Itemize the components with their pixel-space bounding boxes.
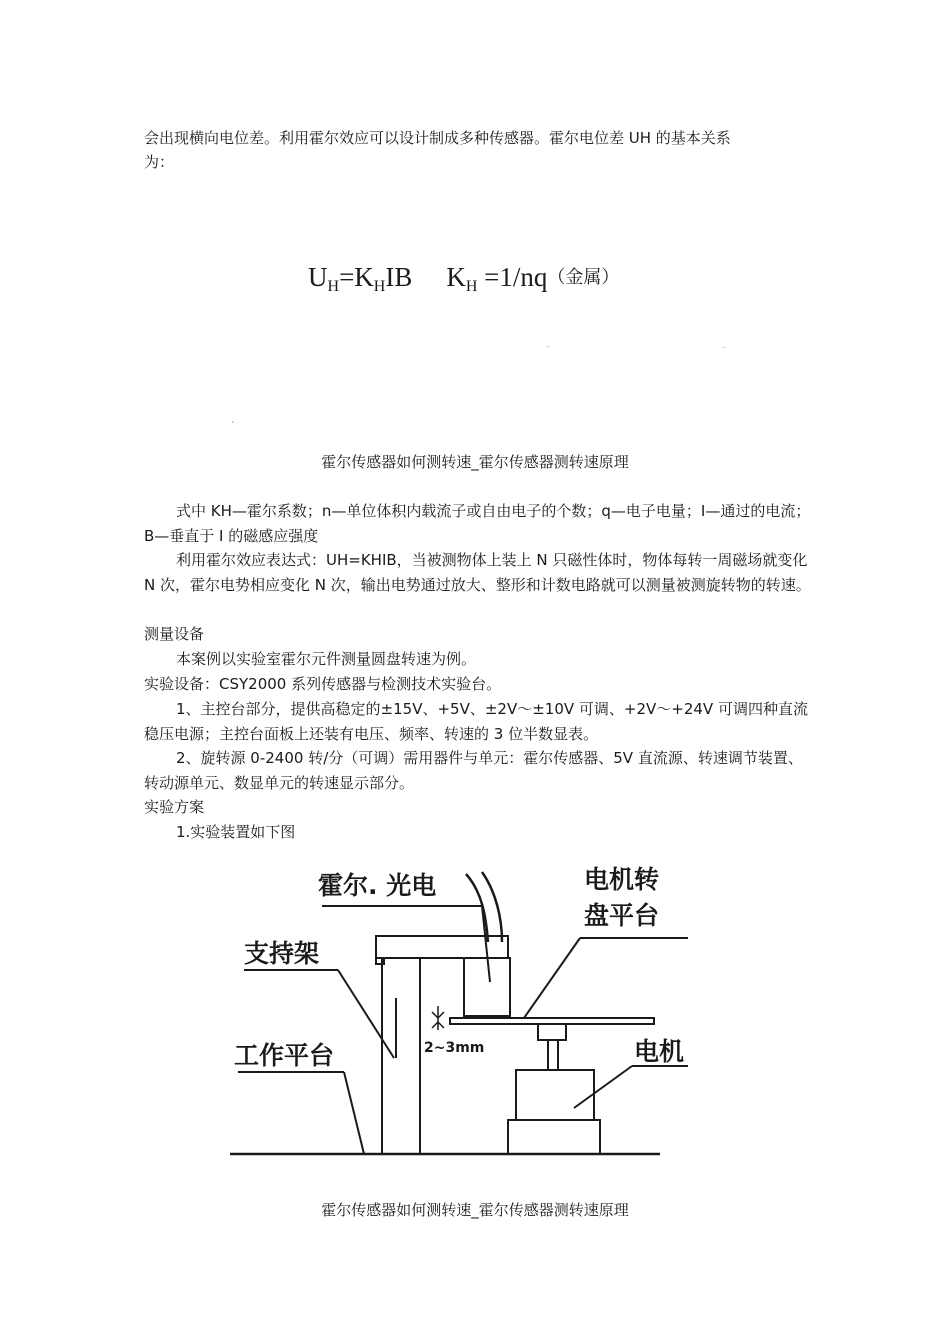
leader-line-support-diag [338,970,394,1058]
intro-line-2: 为： [144,153,175,171]
formula-u-sub: H [327,278,340,295]
heading-equipment: 测量设备 [144,625,205,643]
formula-ib: IB [385,262,413,292]
motor-hub [538,1024,566,1040]
paragraph-coefficients: 式中 KH—霍尔系数；n—单位体积内载流子或自由电子的个数；q—电子电量；I—通过的电流；B—垂直于 I 的磁感应强度 [144,502,811,545]
paragraph-case: 本案例以实验室霍尔元件测量圆盘转速为例。 [176,650,477,668]
formula-k2-sub: H [465,278,478,295]
leader-line-motor-diag [574,1066,632,1108]
paragraph-setup: 1.实验装置如下图 [176,823,296,841]
label-motor: 电机 [634,1037,685,1066]
hall-formula [308,262,619,296]
label-motor-disk-line2: 盘平台 [584,901,660,930]
formula-eq1: =K [339,262,374,292]
label-support-frame: 支持架 [244,939,320,968]
hall-sensor-body [464,958,510,1016]
leader-line-disk-diag [524,938,580,1018]
motor-base [508,1120,600,1154]
intro-line-1: 会出现横向电位差。利用霍尔效应可以设计制成多种传感器。霍尔电位差 UH 的基本关系 [144,129,731,147]
label-hall-photoelectric: 霍尔. 光电 [318,871,437,900]
scan-speck [722,347,725,348]
paragraph-rotation-source: 2、旋转源 0-2400 转/分（可调）需用器件与单元：霍尔传感器、5V 直流源、转速调节装置、转动源单元、数显单元的转速显示部分。 [144,749,803,792]
formula-eq2: =1/nq [477,262,548,292]
label-motor-disk-line1: 电机转 [584,865,660,894]
formula-note: （金属） [547,267,620,288]
apparatus-diagram [230,858,700,1168]
paragraph-principle: 利用霍尔效应表达式：UH=KHIB，当被测物体上装上 N 只磁性体时，物体每转一周磁场就变化 N 次，霍尔电势相应变化 N 次，输出电势通过放大、整形和计数电路就可以测量被测旋转物的转速。 [144,551,811,594]
paragraph-equipment: 实验设备：CSY2000 系列传感器与检测技术实验台。 [144,675,502,693]
paragraph-console: 1、主控台部分，提供高稳定的±15V、+5V、±2V～±10V 可调、+2V～+24V 可调四种直流稳压电源；主控台面板上还装有电压、频率、转速的 3 位半数显表。 [144,700,808,743]
label-gap-distance: 2~3mm [424,1040,485,1056]
heading-plan: 实验方案 [144,798,205,816]
formula-k-sub: H [373,278,386,295]
figure-caption-2: 霍尔传感器如何测转速_霍尔传感器测转速原理 [321,1201,629,1219]
formula-k2: K [446,262,466,292]
leader-line-platform-diag [344,1072,364,1154]
scan-speck [546,346,549,347]
formula-u: U [308,262,328,292]
support-column [382,958,420,1154]
figure-caption-1: 霍尔传感器如何测转速_霍尔传感器测转速原理 [321,453,629,471]
label-work-platform: 工作平台 [234,1041,335,1070]
motor-body [516,1070,594,1120]
scan-speck [232,421,234,423]
